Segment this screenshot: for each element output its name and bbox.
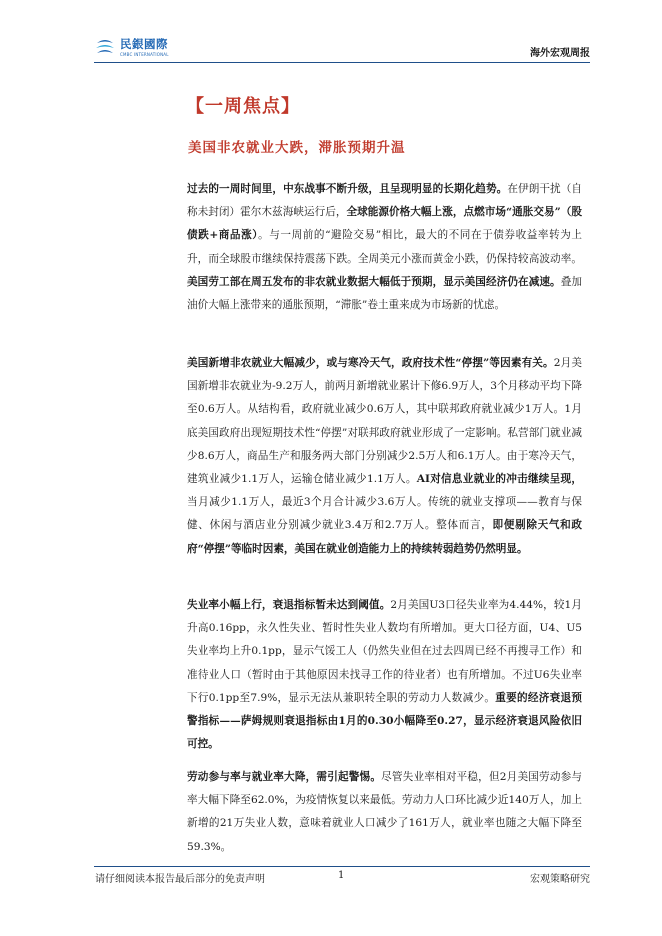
paragraph-text — [187, 178, 582, 317]
text-run: 当月减少1.1万人，最近3个月合计减少3.6万人。传统的就业支撑项——教育与保健、休闲与酒店业分别减少就业3.4万和2.7万人。整体而言， — [187, 496, 582, 532]
section-title: 【一周焦点】 — [186, 96, 300, 117]
header-divider — [94, 62, 590, 63]
text-run: 。与一周前的“避险交易”相比，最大的不同在于债券收益率转为上升，而全球股市继续保持震荡下跌。全周美元小涨而黄金小跌，仍保持较高波动率。 — [187, 229, 582, 265]
logo-mark-icon — [94, 37, 116, 59]
text-run: 全球能源价格大幅上涨，点燃市场“通胀交易”（股债跌+商品涨） — [187, 206, 583, 242]
text-run: 失业率小幅上行，衰退指标暂未达到阈值。 — [187, 599, 391, 611]
text-run: 重要的经济衰退预警指标——萨姆规则衰退指标由1月的0.30小幅降至0.27，显示经济衰退风险依旧可控。 — [187, 691, 582, 751]
headline: 美国非农就业大跌，滞胀预期升温 — [188, 140, 406, 156]
text-run: 美国劳工部在周五发布的非农就业数据大幅低于预期，显示美国经济仍在减速。 — [187, 275, 561, 288]
paragraph-2 — [187, 352, 582, 561]
logo-english-name: CMBC INTERNATIONAL — [120, 51, 169, 57]
paragraph-3 — [187, 594, 582, 756]
text-run: 2月美国新增非农就业为-9.2万人，前两月新增就业累计下修6.9万人，3个月移动平均下降至0.6万人。从结构看，政府就业减少0.6万人，其中联邦政府就业减少1万人。1月底美国政府出现短期技术性“停摆”对联邦政府就业形成了一定影响。私营部门就业减少8.6万人，商品生产和服务两大部门分别减少2.5万人和6.1万人。由于寒冷天气，建筑业减少1.1万人，运输仓储业减少1.1万人。 — [187, 357, 582, 486]
text-run: 过去的一周时间里，中东战事不断升级，且呈现明显的长期化趋势。 — [187, 183, 508, 195]
text-run: AI对信息业就业的冲击继续呈现， — [416, 473, 582, 486]
paragraph-1 — [187, 178, 582, 317]
page-number: 1 — [338, 870, 345, 881]
logo-chinese-name: 民銀國際 — [120, 37, 168, 52]
report-series-title: 海外宏观周报 — [530, 48, 590, 59]
text-run: 2月美国U3口径失业率为4.44%，较1月升高0.16pp，永久性失业、暂时性失业人数均有所增加。更大口径方面，U4、U5失业率均上升0.1pp，显示气馁工人（仍然失业但在过去四周已经不再搜寻工作）和准待业人口（暂时由于其他原因未找寻工作的待业者）也有所增加。不过U6失业率下行0.1pp至7.9%，显示无法从兼职转全职的劳动力人数减少。 — [187, 599, 583, 704]
footer-department: 宏观策略研究 — [530, 874, 590, 885]
page-header — [94, 36, 590, 64]
text-run: 在伊朗干扰（自称未封闭）霍尔木兹海峡运行后， — [187, 183, 583, 219]
company-logo — [94, 36, 169, 60]
footer-disclaimer: 请仔细阅读本报告最后部分的免责声明 — [95, 874, 265, 885]
paragraph-text — [187, 352, 582, 561]
footer-divider — [94, 866, 590, 867]
paragraph-text — [187, 766, 582, 859]
text-run: 即便剔除天气和政府“停摆”等临时因素，美国在就业创造能力上的持续转弱趋势仍然明显。 — [187, 519, 582, 555]
text-run: 尽管失业率相对平稳，但2月美国劳动参与率大幅下降至62.0%，为疫情恢复以来最低。劳动力人口环比减少近140万人，加上新增的21万失业人数，意味着就业人口减少了161万人，就业率也随之大幅下降至59.3%。 — [187, 771, 582, 853]
paragraph-4 — [187, 766, 582, 859]
text-run: 美国新增非农就业大幅减少，或与寒冷天气，政府技术性“停摆”等因素有关。 — [187, 357, 554, 369]
paragraph-text — [187, 594, 582, 756]
text-run: 劳动参与率与就业率大降，需引起警惕。 — [187, 771, 382, 783]
text-run: 叠加油价大幅上涨带来的通胀预期，“滞胀”卷土重来成为市场新的忧虑。 — [187, 275, 583, 312]
